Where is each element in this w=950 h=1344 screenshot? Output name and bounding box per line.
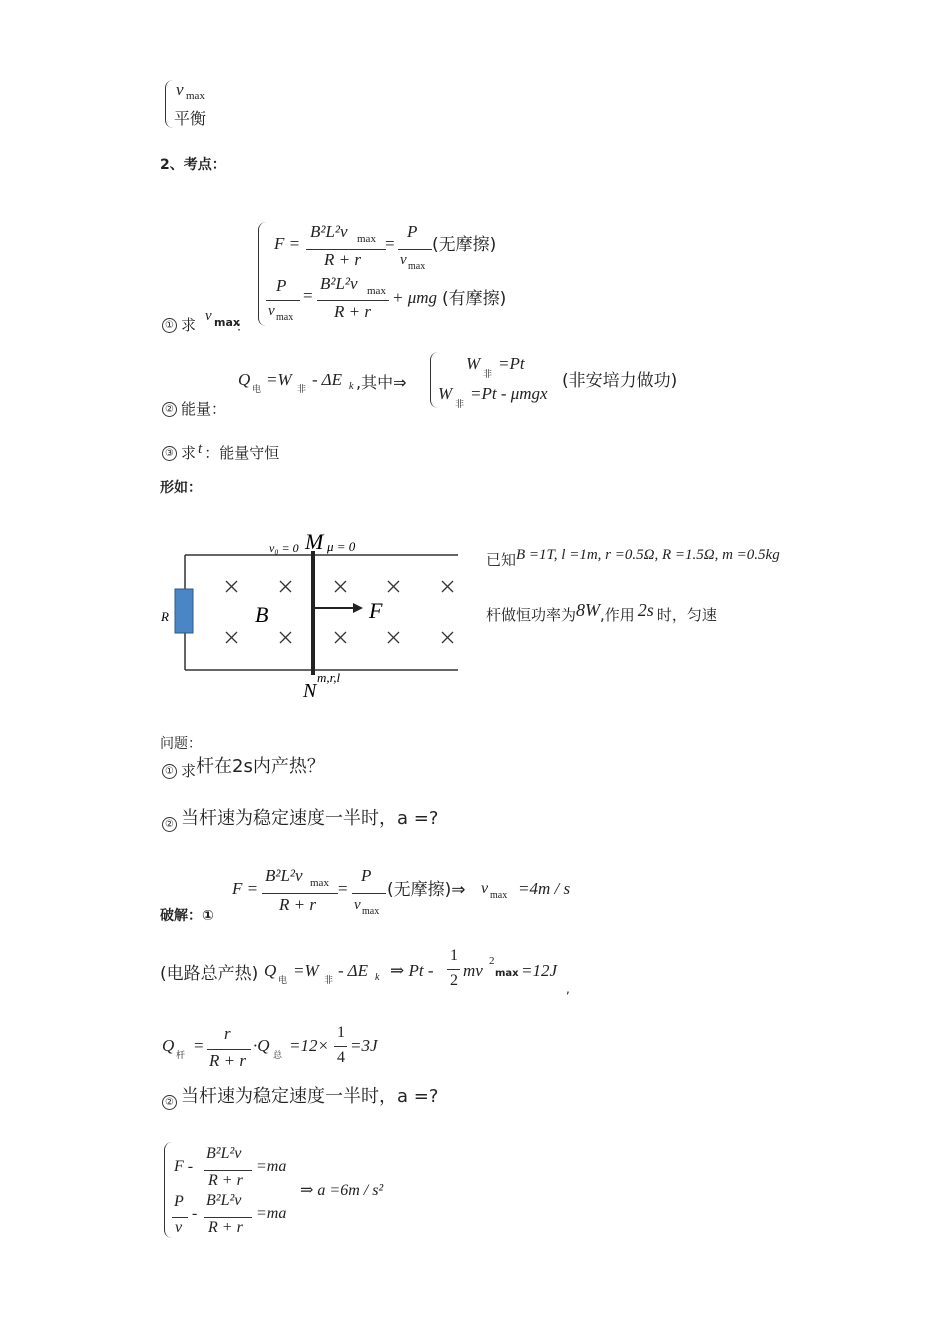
formula-text: v (175, 1219, 183, 1236)
formula-text: v (400, 252, 407, 268)
note-text: (无摩擦)⇒ (387, 880, 466, 900)
formula-text: k (349, 381, 354, 392)
formula-text: k (375, 972, 380, 983)
formula-text: =12× (289, 1036, 329, 1055)
fraction-bar (317, 300, 389, 301)
formula-text: =4m / s (518, 879, 571, 898)
force-arrowhead (353, 603, 363, 613)
fraction-bar (204, 1217, 252, 1218)
circled-number: ② (162, 817, 177, 832)
formula-text: R + r (209, 1051, 246, 1070)
formula-text: B²L²v (320, 274, 358, 293)
circled-number: ② (162, 402, 177, 417)
formula-text: ·Q (253, 1036, 270, 1055)
questions-title: 问题： (160, 736, 202, 752)
formula-text: 电 (278, 976, 288, 986)
item-text: 能量： (181, 400, 227, 418)
formula-text: max (362, 906, 380, 917)
formula-text: ⇒ Pt - (390, 961, 434, 980)
question-1 (162, 756, 325, 782)
given-values: B =1T, l =1m, r =0.5Ω, R =1.5Ω, m =0.5kg (516, 547, 780, 563)
fraction-bar (207, 1049, 251, 1050)
formula-text: = (194, 1036, 204, 1055)
formula-text: F = (274, 234, 301, 253)
circled-number: ① (162, 318, 177, 333)
formula-text: =3J (350, 1036, 378, 1055)
formula-text: B²L²v (206, 1145, 242, 1162)
note-text: (电路总产热) (160, 964, 259, 984)
balance-text: 平衡 (174, 109, 207, 128)
brace (164, 1142, 173, 1238)
formula-text: max (367, 285, 386, 297)
note-text: (有摩擦) (442, 289, 507, 309)
section-title: 2、考点： (160, 157, 226, 173)
formula-text: Q (264, 961, 277, 980)
colon-text: ： (236, 320, 250, 335)
example-title: 形如： (160, 480, 202, 496)
formula-text: =Pt (498, 354, 525, 373)
fraction-bar (266, 300, 300, 301)
formula-text: v (481, 880, 489, 897)
formula-text: mv (463, 961, 483, 980)
resistor (175, 589, 193, 633)
formula-text: Q (238, 370, 251, 389)
formula-text: + μmg (392, 288, 438, 307)
rod-label: m,r,l (317, 670, 341, 685)
formula-text: max (490, 890, 508, 901)
formula-text: = (303, 286, 313, 305)
formula-text: - ΔE (312, 370, 342, 389)
formula-text: 非 (483, 370, 493, 380)
formula-text: =ma (256, 1158, 287, 1175)
formula-text: - ΔE (338, 961, 368, 980)
max-subscript: max (186, 90, 205, 102)
mu-label: μ = 0 (327, 539, 356, 554)
circled-number: ① (162, 764, 177, 779)
brace (165, 80, 174, 128)
formula-text: 非 (297, 385, 307, 395)
formula-text: - (192, 1205, 198, 1222)
formula-text: B²L²v (310, 222, 348, 241)
fraction-bar (398, 249, 432, 250)
point-m-label: M (305, 529, 324, 554)
note-text: (无摩擦) (432, 235, 497, 255)
formula-text: R + r (334, 302, 371, 321)
solution-title: 破解：① (160, 908, 214, 924)
formula-text: 4 (337, 1049, 345, 1066)
formula-text: v (268, 303, 275, 319)
formula-text: R + r (208, 1219, 243, 1236)
desc-part: ,作用 (600, 606, 635, 624)
time-value: 2s (637, 600, 654, 620)
comma-text: , (566, 982, 570, 996)
given-prefix: 已知 (486, 551, 517, 569)
formula-text: F = (232, 879, 259, 898)
formula-text: max (408, 261, 426, 272)
question-2-repeat (162, 1082, 438, 1108)
question-text: 求 (181, 762, 197, 780)
circled-number: ② (162, 1095, 177, 1110)
power-value: 8W (576, 600, 601, 620)
fraction-bar (262, 893, 338, 894)
question-text: 当杆速为稳定速度一半时，a =? (181, 1086, 439, 1107)
formula-text: max (357, 233, 376, 245)
v-symbol: v (205, 308, 212, 324)
v0-label: v₀ = 0 (269, 541, 299, 555)
item-text: 求 (181, 316, 197, 334)
formula-text: P (361, 866, 372, 885)
item-label (162, 398, 226, 419)
formula-text: B²L²v (265, 866, 303, 885)
resistor-label: R (161, 609, 169, 624)
question-2 (162, 804, 438, 830)
formula-text: v (354, 897, 361, 913)
item-text: ：能量守恒 (204, 444, 280, 462)
formula-text: max (276, 312, 294, 323)
note-text: (非安培力做功) (562, 371, 678, 391)
description-text (486, 600, 717, 625)
formula-text: W (466, 354, 481, 373)
fraction-bar (352, 893, 386, 894)
formula-text: 2 (450, 972, 458, 989)
formula-text: 杆 (176, 1051, 186, 1061)
formula-text: Q (162, 1036, 175, 1055)
formula-text: 非 (324, 976, 334, 986)
given-text (486, 549, 780, 570)
formula-text: =12J (521, 961, 558, 980)
fraction-bar (204, 1170, 252, 1171)
formula-text: 电 (252, 385, 262, 395)
formula-text: P (407, 222, 418, 241)
formula-text: R + r (208, 1172, 243, 1189)
final-result: ⇒ a =6m / s² (300, 1182, 384, 1199)
formula-text: max (495, 968, 519, 979)
item-text: 求 (181, 444, 197, 462)
formula-text: =W (266, 370, 292, 389)
formula-text: r (224, 1024, 231, 1043)
t-symbol: t (198, 441, 203, 457)
formula-text: 2 (489, 955, 495, 967)
fraction-bar (447, 969, 460, 970)
field-label: B (255, 602, 269, 627)
formula-text: 1 (450, 947, 458, 964)
formula-text: max (310, 877, 329, 889)
fraction-bar (172, 1217, 188, 1218)
formula-text: R + r (279, 895, 316, 914)
formula-text: R + r (324, 250, 361, 269)
formula-text: 总 (273, 1051, 283, 1061)
question-text: 杆在2s内产热？ (196, 756, 325, 777)
formula-text: B²L²v (206, 1192, 242, 1209)
fraction-bar (334, 1046, 347, 1047)
formula-text: 非 (455, 400, 465, 410)
formula-text: =W (293, 961, 319, 980)
formula-text: =ma (256, 1205, 287, 1222)
v-symbol: v (176, 80, 184, 99)
formula-text: =Pt - μmgx (470, 384, 548, 403)
max-subscript: max (214, 316, 240, 329)
formula-text: = (385, 234, 395, 253)
force-label: F (369, 598, 383, 623)
point-n-label: N (303, 680, 317, 702)
formula-text: W (438, 384, 453, 403)
formula-text: 1 (337, 1024, 345, 1041)
formula-text: = (338, 879, 348, 898)
formula-text: F - (174, 1158, 194, 1175)
formula-text: ,其中⇒ (356, 373, 407, 392)
question-text: 当杆速为稳定速度一半时，a =? (181, 808, 439, 829)
desc-part: 时，匀速 (656, 606, 717, 624)
desc-part: 杆做恒功率为 (486, 606, 577, 624)
formula-text: P (174, 1193, 184, 1210)
circuit-diagram (155, 525, 475, 705)
formula-text: P (276, 276, 287, 295)
circled-number: ③ (162, 446, 177, 461)
item-label (162, 442, 279, 463)
brace (258, 222, 267, 326)
item-label (162, 314, 196, 335)
